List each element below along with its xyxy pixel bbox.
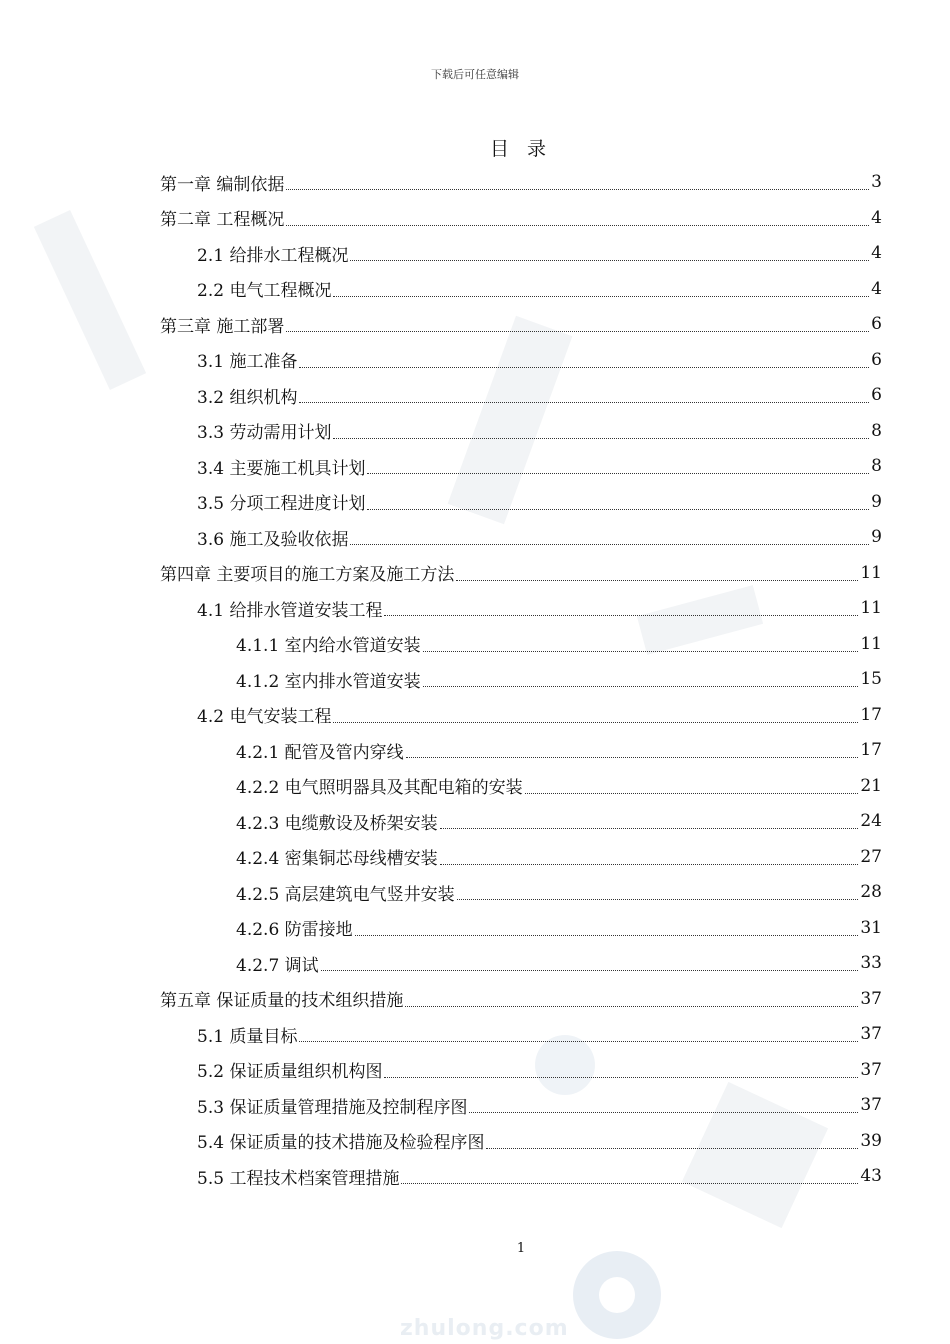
toc-entry-label: 4.2.5 高层建筑电气竖井安装: [236, 884, 455, 905]
toc-leader-dots: [525, 793, 859, 794]
toc-entry-page: 31: [860, 917, 882, 938]
toc-leader-dots: [286, 189, 869, 190]
toc-entry[interactable]: [197, 377, 882, 413]
toc-entry-page: 28: [860, 882, 882, 902]
toc-entry-label: 4.2.2 电气照明器具及其配电箱的安装: [236, 778, 523, 798]
toc-entry-page: 6: [871, 314, 882, 334]
toc-leader-dots: [406, 757, 859, 758]
toc-entry-page: 11: [860, 633, 882, 654]
toc-entry[interactable]: [197, 235, 882, 271]
watermark-text: zhulong.com: [400, 1316, 569, 1341]
toc-entry-label: 第三章 施工部署: [160, 316, 285, 337]
toc-entry[interactable]: [236, 661, 882, 697]
toc-leader-dots: [440, 864, 859, 865]
toc-entry-label: 2.2 电气工程概况: [197, 281, 332, 301]
toc-leader-dots: [486, 1148, 858, 1149]
toc-entry-label: 4.2.4 密集铜芯母线槽安装: [236, 849, 438, 869]
toc-entry-label: 3.5 分项工程进度计划: [197, 494, 366, 514]
toc-entry[interactable]: [197, 697, 882, 733]
toc-leader-dots: [299, 367, 869, 368]
toc-entry-label: 5.2 保证质量组织机构图: [197, 1062, 383, 1082]
toc-entry[interactable]: [236, 945, 882, 981]
toc-entry-page: 3: [871, 172, 882, 192]
toc-leader-dots: [350, 260, 869, 261]
toc-entry[interactable]: [160, 981, 882, 1017]
toc-leader-dots: [350, 544, 869, 545]
toc-entry[interactable]: [197, 413, 882, 449]
toc-entry[interactable]: [160, 306, 882, 342]
toc-entry-page: 33: [860, 953, 882, 973]
toc-entry-page: 9: [871, 527, 882, 547]
toc-entry[interactable]: [197, 271, 882, 307]
toc-entry-label: 第一章 编制依据: [160, 174, 285, 195]
toc-entry[interactable]: [236, 803, 882, 839]
toc-entry-label: 4.1.2 室内排水管道安装: [236, 671, 421, 692]
toc-entry-page: 15: [860, 669, 882, 689]
toc-entry[interactable]: [236, 732, 882, 768]
toc-entry[interactable]: [160, 164, 882, 200]
toc-entry-label: 3.4 主要施工机具计划: [197, 458, 366, 479]
toc-entry[interactable]: [197, 342, 882, 378]
toc-entry-label: 4.1.1 室内给水管道安装: [236, 636, 421, 656]
toc-entry-page: 43: [860, 1166, 882, 1186]
toc-leader-dots: [286, 225, 869, 226]
toc-leader-dots: [469, 1112, 858, 1113]
toc-entry[interactable]: [160, 200, 882, 236]
toc-entry-label: 第五章 保证质量的技术组织措施: [160, 991, 404, 1011]
toc-leader-dots: [367, 473, 869, 474]
toc-entry[interactable]: [197, 1087, 882, 1123]
toc-leader-dots: [423, 686, 859, 687]
toc-leader-dots: [286, 331, 869, 332]
toc-entry[interactable]: [197, 1158, 882, 1194]
toc-entry-label: 5.1 质量目标: [197, 1026, 298, 1047]
toc-leader-dots: [333, 296, 869, 297]
toc-entry[interactable]: [160, 555, 882, 591]
toc-entry-label: 3.1 施工准备: [197, 352, 298, 372]
toc-entry-label: 2.1 给排水工程概况: [197, 245, 349, 266]
toc-entry-page: 9: [871, 491, 882, 512]
toc-entry-page: 21: [860, 775, 882, 796]
toc-entry-page: 4: [871, 278, 882, 299]
toc-entry-label: 第二章 工程概况: [160, 210, 285, 230]
toc-entry[interactable]: [236, 626, 882, 662]
toc-entry-page: 11: [860, 562, 882, 583]
toc-entry-label: 5.4 保证质量的技术措施及检验程序图: [197, 1133, 485, 1153]
toc-leader-dots: [367, 509, 869, 510]
toc-entry-label: 3.3 劳动需用计划: [197, 423, 332, 443]
toc-entry-page: 6: [871, 349, 882, 370]
toc-entry-label: 4.2.1 配管及管内穿线: [236, 742, 404, 763]
toc-entry-page: 4: [871, 207, 882, 228]
toc-entry-label: 4.1 给排水管道安装工程: [197, 600, 383, 621]
toc-entry[interactable]: [197, 484, 882, 520]
toc-entry-label: 3.6 施工及验收依据: [197, 529, 349, 550]
toc-entry[interactable]: [236, 839, 882, 875]
toc-entry[interactable]: [197, 1016, 882, 1052]
page-number: 1: [516, 1241, 526, 1256]
toc-leader-dots: [423, 651, 859, 652]
toc-leader-dots: [333, 722, 858, 723]
toc-entry[interactable]: [197, 590, 882, 626]
toc-entry-label: 4.2.6 防雷接地: [236, 920, 353, 940]
toc-entry[interactable]: [236, 910, 882, 946]
toc-entry-page: 8: [871, 420, 882, 441]
toc-leader-dots: [384, 615, 858, 616]
toc-title: 目 录: [489, 138, 553, 160]
toc-leader-dots: [457, 899, 859, 900]
toc-entry-page: 27: [860, 846, 882, 867]
toc-entry[interactable]: [236, 874, 882, 910]
toc-entry-page: 37: [860, 988, 882, 1009]
toc-entry-page: 6: [871, 385, 882, 405]
toc-entry-page: 11: [860, 598, 882, 618]
toc-entry-page: 17: [860, 740, 882, 760]
toc-entry-page: 37: [860, 1024, 882, 1044]
toc-entry-page: 24: [860, 811, 882, 831]
toc-leader-dots: [321, 970, 859, 971]
toc-entry-label: 4.2.3 电缆敷设及桥架安装: [236, 813, 438, 834]
toc-entry-page: 4: [871, 243, 882, 263]
toc-leader-dots: [355, 935, 859, 936]
toc-leader-dots: [440, 828, 859, 829]
toc-leader-dots: [456, 580, 858, 581]
toc-entry-page: 17: [860, 704, 882, 725]
toc-entry-label: 3.2 组织机构: [197, 387, 298, 408]
toc-leader-dots: [299, 402, 869, 403]
toc-entry[interactable]: [197, 1052, 882, 1088]
toc-leader-dots: [405, 1006, 858, 1007]
toc-entry[interactable]: [236, 768, 882, 804]
toc-entry-page: 37: [860, 1095, 882, 1115]
toc-leader-dots: [401, 1183, 858, 1184]
toc-entry-page: 8: [871, 456, 882, 476]
toc-leader-dots: [384, 1077, 858, 1078]
toc-entry-page: 37: [860, 1059, 882, 1080]
toc-entry-label: 4.2.7 调试: [236, 955, 319, 976]
toc-entry[interactable]: [197, 1123, 882, 1159]
toc-entry-label: 5.5 工程技术档案管理措施: [197, 1168, 400, 1189]
header-note: 下载后可任意编辑: [431, 68, 519, 81]
toc-entry-label: 第四章 主要项目的施工方案及施工方法: [160, 565, 455, 585]
toc-entry-label: 5.3 保证质量管理措施及控制程序图: [197, 1097, 468, 1118]
toc-leader-dots: [333, 438, 869, 439]
toc-entry-page: 39: [860, 1130, 882, 1151]
toc-leader-dots: [299, 1041, 858, 1042]
toc-entry[interactable]: [197, 448, 882, 484]
toc-entry-label: 4.2 电气安装工程: [197, 707, 332, 727]
toc-entry[interactable]: [197, 519, 882, 555]
